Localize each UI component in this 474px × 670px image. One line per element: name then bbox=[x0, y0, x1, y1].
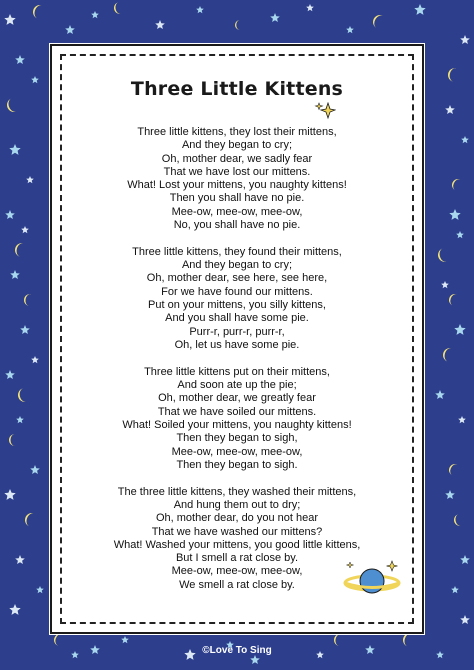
lyric-line: And they began to cry; bbox=[181, 139, 293, 152]
star-icon bbox=[31, 356, 39, 363]
star-icon bbox=[346, 26, 354, 33]
star-icon bbox=[65, 25, 75, 34]
moon-icon bbox=[453, 514, 461, 527]
moon-icon bbox=[23, 293, 31, 306]
lyric-line: We smell a rat close by. bbox=[179, 578, 295, 591]
star-icon bbox=[461, 136, 469, 143]
song-title: Three Little Kittens bbox=[130, 78, 344, 100]
lyric-line: What! Soiled your mittens, you naughty kittens! bbox=[122, 418, 352, 431]
lyric-line: Oh, mother dear, we greatly fear bbox=[158, 392, 316, 405]
moon-icon bbox=[436, 248, 446, 263]
lyric-line: No, you shall have no pie. bbox=[173, 219, 301, 232]
lyric-line: Oh, mother dear, see here, see here, bbox=[146, 272, 328, 285]
lyric-line: The three little kittens, they washed their mittens, bbox=[117, 485, 357, 498]
lyric-line: And hung them out to dry; bbox=[173, 498, 301, 511]
star-icon bbox=[9, 604, 20, 615]
star-icon bbox=[435, 390, 445, 399]
lyric-line: Three little kittens put on their mittens, bbox=[144, 365, 330, 378]
star-icon bbox=[414, 4, 425, 15]
moon-icon bbox=[17, 388, 26, 403]
star-icon bbox=[91, 11, 99, 18]
moon-icon bbox=[5, 98, 16, 114]
moon-icon bbox=[31, 3, 42, 19]
star-icon bbox=[445, 105, 455, 114]
lyric-line: Oh, mother dear, we sadly fear bbox=[161, 152, 313, 165]
star-icon bbox=[441, 281, 449, 288]
lyric-line: For we have found our mittens. bbox=[161, 285, 313, 298]
moon-icon bbox=[53, 633, 62, 646]
lyrics-card bbox=[50, 44, 424, 634]
star-icon bbox=[460, 555, 470, 564]
lyric-line: Three little kittens, they lost their mittens, bbox=[137, 126, 337, 138]
star-icon bbox=[270, 13, 280, 22]
poem-lyrics bbox=[52, 126, 422, 606]
star-icon bbox=[460, 615, 470, 624]
sparkle-star-icon bbox=[314, 102, 336, 120]
moon-icon bbox=[447, 292, 457, 305]
star-icon bbox=[460, 35, 470, 44]
stanza-3 bbox=[52, 366, 422, 472]
star-icon bbox=[445, 490, 455, 499]
star-icon bbox=[458, 416, 466, 423]
lyric-line: But I smell a rat close by. bbox=[175, 552, 299, 565]
star-icon bbox=[20, 325, 30, 334]
lyric-line: Then they began to sigh. bbox=[176, 458, 298, 471]
moon-icon bbox=[450, 177, 461, 190]
star-icon bbox=[36, 586, 44, 593]
star-icon bbox=[456, 231, 464, 238]
lyric-line: Then you shall have no pie. bbox=[169, 192, 305, 205]
moon-icon bbox=[113, 2, 121, 15]
star-icon bbox=[4, 489, 15, 500]
star-icon bbox=[250, 655, 260, 664]
lyric-line: And they began to cry; bbox=[181, 259, 293, 272]
moon-icon bbox=[447, 67, 456, 82]
star-icon bbox=[9, 144, 20, 155]
star-icon bbox=[5, 370, 15, 379]
lyric-line: Mee-ow, mee-ow, mee-ow, bbox=[171, 565, 303, 578]
star-icon bbox=[26, 176, 34, 183]
star-icon bbox=[10, 270, 20, 279]
lyric-line: And soon ate up the pie; bbox=[177, 379, 297, 392]
star-icon bbox=[15, 555, 25, 564]
lyric-line: That we have washed our mittens? bbox=[151, 525, 323, 538]
moon-icon bbox=[447, 462, 458, 475]
star-icon bbox=[15, 55, 25, 64]
star-icon bbox=[121, 636, 129, 643]
lyric-line: Oh, mother dear, do you not hear bbox=[155, 512, 319, 525]
moon-icon bbox=[9, 434, 15, 446]
star-icon bbox=[454, 324, 465, 335]
lyric-line: Three little kittens, they found their mittens, bbox=[132, 245, 342, 258]
lyric-line: That we have lost our mittens. bbox=[163, 165, 311, 178]
star-icon bbox=[306, 4, 314, 11]
stanza-1 bbox=[52, 126, 422, 232]
star-icon bbox=[4, 14, 15, 25]
lyric-line: And you shall have some pie. bbox=[165, 312, 309, 325]
star-icon bbox=[31, 76, 39, 83]
moon-icon bbox=[370, 12, 383, 28]
moon-icon bbox=[235, 20, 240, 30]
star-icon bbox=[155, 20, 165, 29]
star-icon bbox=[449, 209, 460, 220]
star-icon bbox=[5, 210, 15, 219]
moon-icon bbox=[13, 241, 23, 256]
star-icon bbox=[196, 6, 204, 13]
moon-icon bbox=[333, 633, 341, 646]
lyric-line: Mee-ow, mee-ow, mee-ow, bbox=[171, 445, 303, 458]
stanza-2 bbox=[52, 246, 422, 352]
lyric-line: That we have soiled our mittens. bbox=[157, 405, 317, 418]
lyric-line: Put on your mittens, you silly kittens, bbox=[148, 299, 326, 312]
star-icon bbox=[451, 586, 459, 593]
lyric-line: Mee-ow, mee-ow, mee-ow, bbox=[171, 205, 303, 218]
planet-icon bbox=[342, 558, 404, 598]
moon-icon bbox=[23, 511, 34, 527]
star-icon bbox=[16, 416, 24, 423]
star-icon bbox=[30, 465, 40, 474]
lyric-line: Purr-r, purr-r, purr-r, bbox=[189, 325, 285, 338]
lyric-line: Oh, let us have some pie. bbox=[174, 338, 300, 351]
lyric-line: Then they began to sigh, bbox=[176, 432, 298, 445]
moon-icon bbox=[441, 346, 451, 361]
lyric-line: What! Washed your mittens, you good little kittens, bbox=[113, 538, 361, 551]
lyric-line: What! Lost your mittens, you naughty kittens! bbox=[127, 179, 347, 192]
credit-text: ©Love To Sing bbox=[202, 645, 272, 656]
star-icon bbox=[21, 226, 29, 233]
